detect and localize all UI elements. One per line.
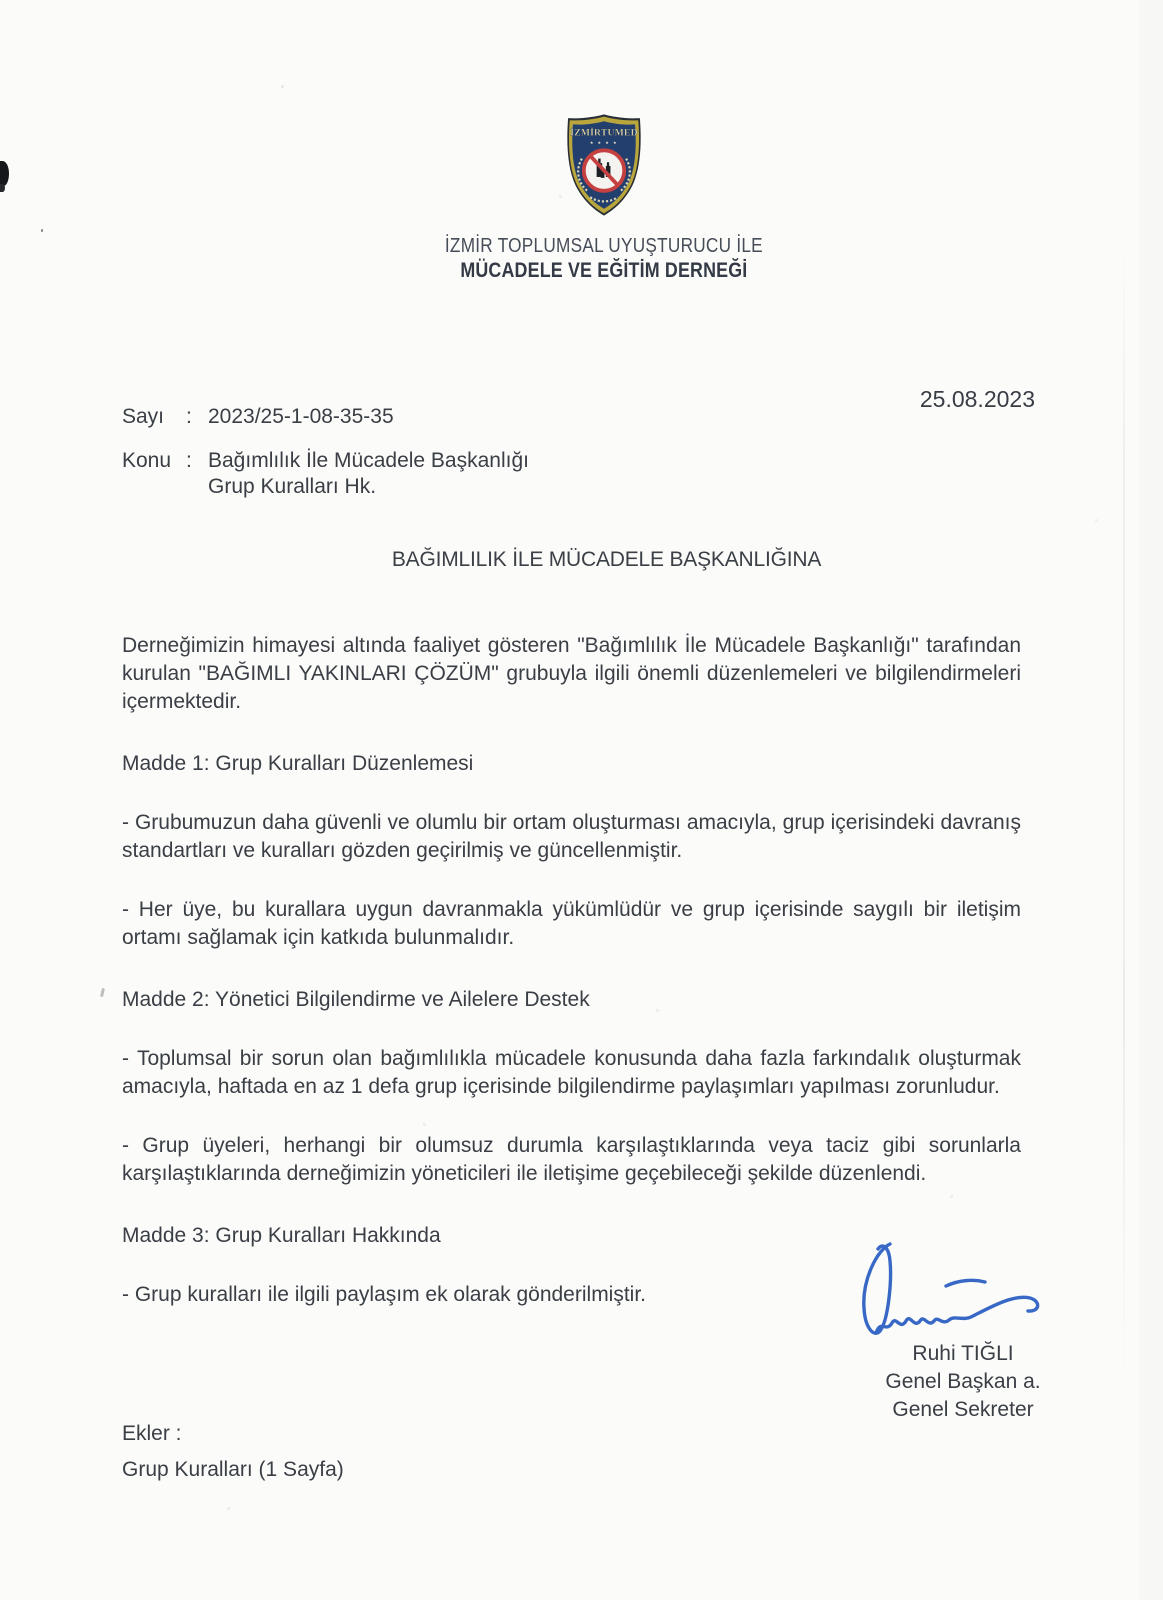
konu-value: [208, 448, 529, 500]
intro-paragraph: Derneğimizin himayesi altında faaliyet gösteren "Bağımlılık İle Mücadele Başkanlığı" tarafından kurulan "BAĞIMLI YAKINLARI ÇÖZÜM" grubuyla ilgili önemli düzenlemeleri ve bilgilendirmeleri içermektedir.: [122, 634, 1021, 713]
madde2-paragraph-1: - Toplumsal bir sorun olan bağımlılıkla mücadele konusunda daha fazla farkındalık oluşturmak amacıyla, haftada en az 1 defa grup içerisinde bilgilendirme paylaşımları yapılması zorunludur.: [122, 1047, 1021, 1098]
reference-block: [122, 404, 529, 500]
madde2-paragraph-2: - Grup üyeleri, herhangi bir olumsuz durumla karşılaştıklarında veya taciz gibi sorunlarla karşılaştıklarında derneğimizin yöneticileri ile iletişime geçebileceği şekilde düzenlendi.: [122, 1134, 1021, 1185]
sayi-row: [122, 404, 529, 430]
madde3-heading: Madde 3: Grup Kuralları Hakkında: [122, 1224, 441, 1247]
konu-colon: :: [186, 449, 192, 472]
recipient-title: BAĞIMLILIK İLE MÜCADELE BAŞKANLIĞINA: [391, 548, 822, 571]
sayi-colon: :: [186, 405, 192, 428]
signature-dash-stroke: [946, 1280, 985, 1286]
madde1-paragraph-2: - Her üye, bu kurallara uygun davranmakla yükümlüdür ve grup içerisinde saygılı bir iletişim ortamı sağlamak için katkıda bulunmalıdır.: [122, 898, 1021, 949]
signer-name: Ruhi TIĞLI: [912, 1342, 1014, 1365]
letter-body: [122, 632, 1021, 1309]
sayi-label: Sayı: [122, 405, 165, 428]
org-name-line2: [44, 259, 1163, 283]
letterhead: [0, 112, 1163, 283]
letter-date: 25.08.2023: [919, 386, 1035, 412]
konu-value-line1: Bağımlılık İle Mücadele Başkanlığı: [208, 449, 529, 472]
madde1-heading: Madde 1: Grup Kuralları Düzenlemesi: [122, 752, 474, 775]
signature-loop-stroke: [864, 1244, 891, 1333]
signer-title-2: Genel Sekreter: [892, 1398, 1034, 1421]
org-name-line1-text: İZMİR TOPLUMSAL UYUŞTURUCU İLE: [444, 235, 763, 257]
madde1-paragraph-1: - Grubumuzun daha güvenli ve olumlu bir ortam oluşturması amacıyla, grup içerisindeki davranış standartları ve kuralları gözden geçirilmiş ve güncellenmiştir.: [122, 811, 1021, 862]
signature-scribble-stroke: [876, 1297, 1038, 1333]
org-name-line2-text: MÜCADELE VE EĞİTİM DERNEĞİ: [459, 259, 748, 282]
madde2-heading: Madde 2: Yönetici Bilgilendirme ve Ailelere Destek: [122, 988, 590, 1011]
konu-row: [122, 448, 529, 500]
scan-artifact-tick: [100, 988, 105, 997]
sayi-value: 2023/25-1-08-35-35: [208, 405, 394, 428]
scan-artifact-speckles: [0, 0, 1, 1]
attachment-item: Grup Kuralları (1 Sayfa): [122, 1458, 344, 1481]
madde3-paragraph-1: - Grup kuralları ile ilgili paylaşım ek olarak gönderilmiştir.: [122, 1283, 647, 1306]
signer-block: [845, 1340, 1081, 1424]
konu-value-line2: Grup Kuralları Hk.: [208, 475, 377, 498]
association-shield-logo-icon: [558, 112, 650, 218]
konu-label: Konu: [122, 449, 172, 472]
logo-bottle2-neck: [606, 162, 608, 167]
attachments-block: [122, 1420, 344, 1484]
attachments-label: Ekler :: [122, 1422, 182, 1445]
scan-artifact-crease-line: [1123, 240, 1125, 1380]
signature-ink: [845, 1236, 1057, 1344]
org-name-line1: [44, 233, 1163, 259]
signer-title-1: Genel Başkan a.: [885, 1370, 1041, 1393]
logo-stars: ★ ★ ★ ★: [589, 139, 618, 145]
logo-shield-text: İZMİRTUMED: [569, 127, 638, 139]
